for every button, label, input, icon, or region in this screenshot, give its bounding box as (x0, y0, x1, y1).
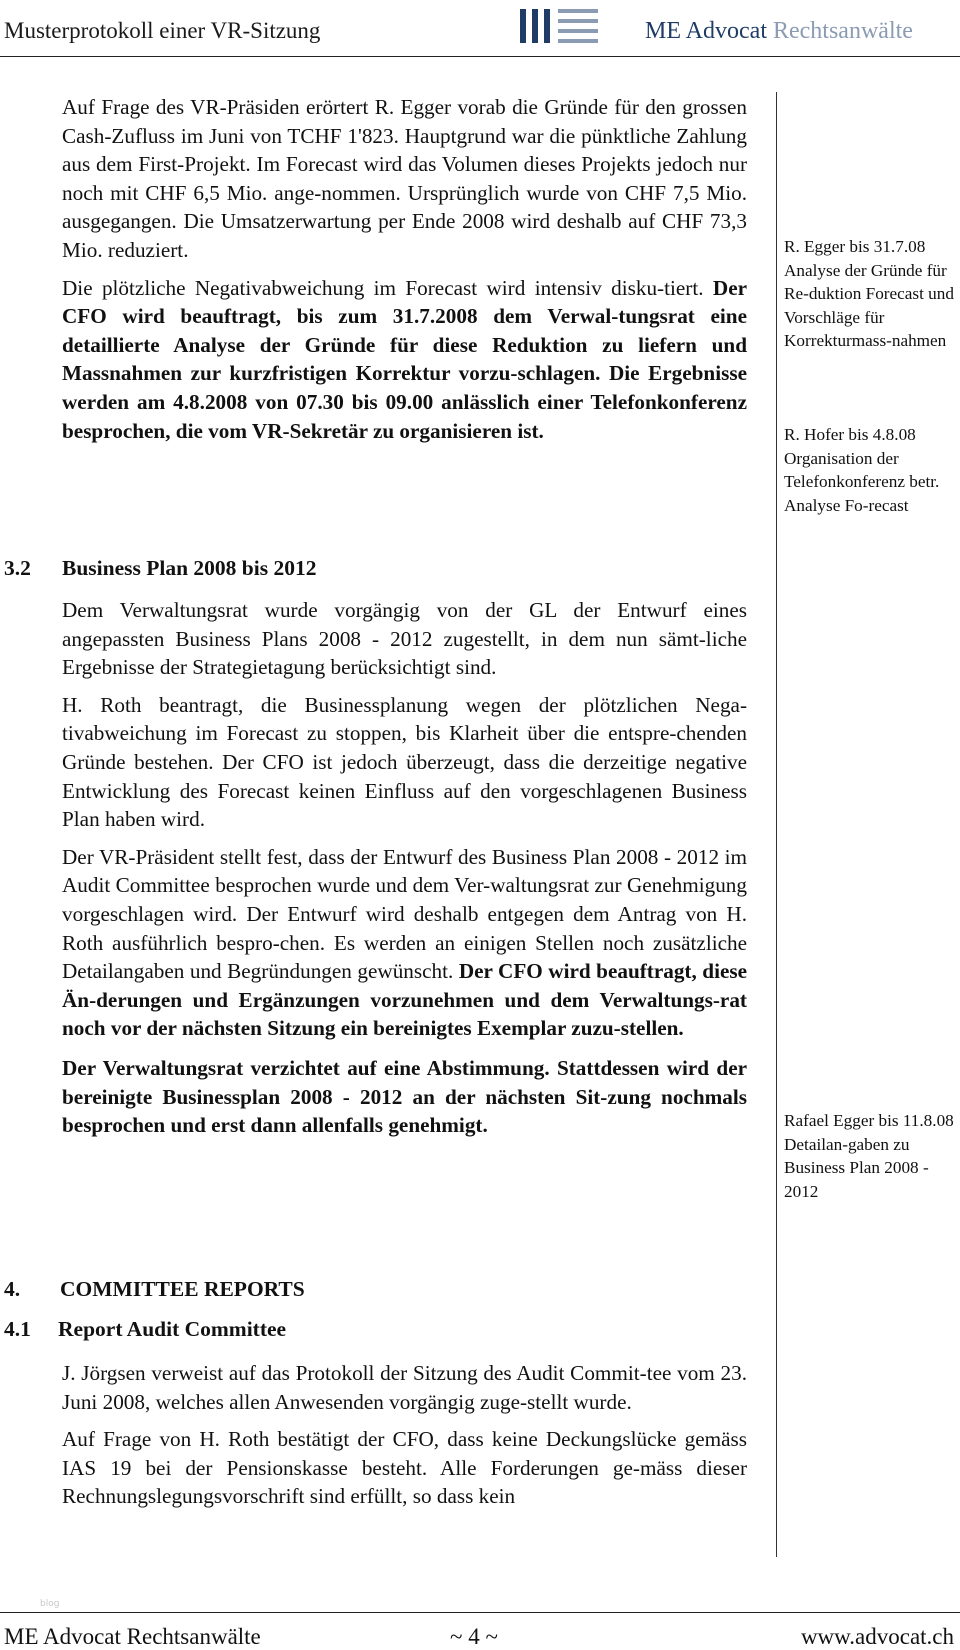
paragraph-bold: Der Verwaltungsrat verzichtet auf eine Abstimmung. Stattdessen wird der bereinigte Businessplan 2008 - 2012 an der nächsten Sit-zung nochmals besprochen und erst dann allenfalls genehmigt. (62, 1055, 747, 1138)
brand-name-suffix: Rechtsanwälte (772, 18, 913, 44)
action-note-text: Rafael Egger bis 11.8.08 Detailan-gaben zu Business Plan 2008 - 2012 (784, 1111, 954, 1201)
paragraph-normal: Die plötzliche Negativabweichung im Forecast wird intensiv disku-tiert. (62, 275, 704, 300)
paragraph: J. Jörgsen verweist auf das Protokoll der Sitzung des Audit Commit-tee vom 23. Juni 2008, welches allen Anwesenden vorgängig zuge-stellt wurde. (62, 1361, 747, 1414)
action-note-text: R. Hofer bis 4.8.08 Organisation der Telefonkonferenz betr. Analyse Fo-recast (784, 425, 940, 515)
paragraph: Auf Frage von H. Roth bestätigt der CFO, dass keine Deckungslücke gemäss IAS 19 bei der Pensionskasse besteht. Alle Forderungen ge-mäss dieser Rechnungslegungsvorschrift sind erfüllt, so dass kein (62, 1427, 747, 1509)
footer-website-link[interactable]: www.advocat.ch (800, 1624, 954, 1649)
section-number: 3.2 (4, 556, 31, 580)
section-title: COMMITTEE REPORTS (60, 1277, 305, 1301)
action-note (784, 423, 954, 517)
action-note (784, 1109, 954, 1203)
section-31-text (62, 93, 747, 445)
paragraph-normal: Der VR-Präsident stellt fest, dass der Entwurf des Business Plan 2008 - 2012 im Audit Committee besprochen wurde und dem Ver-waltungsrat zur Genehmigung vorgeschlagen wird. Der Entwurf wird deshalb entgegen dem Antrag von H. Roth ausführlich bespro-chen. Es werden an einigen Stellen noch zusätzliche Detailangaben und Begründungen gewünscht. (62, 844, 747, 984)
paragraph (62, 843, 747, 1043)
brand-name (645, 18, 913, 45)
footer-rule (0, 1612, 960, 1613)
watermark: blog (40, 1599, 60, 1609)
brand-name-main: ME Advocat (645, 18, 767, 44)
section-heading (4, 556, 704, 586)
section-heading (4, 1317, 704, 1347)
paragraph: Auf Frage des VR-Präsiden erörtert R. Egger vorab die Gründe für den grossen Cash-Zufluss im Juni von TCHF 1'823. Hauptgrund war die pünktliche Zahlung aus dem First-Projekt. Im Forecast wird das Volumen dieses Projekts jedoch nur noch mit CHF 6,5 Mio. ange-nommen. Ursprünglich wurde von CHF 7,5 Mio. ausgegangen. Die Umsatzerwartung per Ende 2008 wird deshalb auf CHF 73,3 Mio. reduziert. (62, 95, 747, 262)
section-32-text (62, 596, 747, 1140)
section-41-text (62, 1359, 747, 1511)
action-note-text: R. Egger bis 31.7.08 Analyse der Gründe für Re-duktion Forecast und Vorschläge für Korrekturmass-nahmen (784, 237, 954, 351)
paragraph: H. Roth beantragt, die Businessplanung wegen der plötzlichen Nega-tivabweichung im Forecast zu stoppen, bis Klarheit über die entspre-chenden Gründe bestehen. Der CFO ist jedoch überzeugt, dass die derzeitige negative Entwicklung des Forecast keinen Einfluss auf den vorgeschlagenen Business Plan haben wird. (62, 692, 747, 832)
section-title: Report Audit Committee (58, 1317, 287, 1341)
action-note (784, 235, 954, 353)
margin-column-divider (776, 92, 777, 1557)
footer-firm-name: ME Advocat Rechtsanwälte (4, 1624, 261, 1649)
paragraph: Dem Verwaltungsrat wurde vorgängig von der GL der Entwurf eines angepassten Business Plans 2008 - 2012 zugestellt, in dem nun sämt-liche Ergebnisse der Strategietagung berücksichtigt sind. (62, 598, 747, 680)
paragraph-bold: Der CFO wird beauftragt, diese Än-derungen und Ergänzungen vorzunehmen und dem Verwaltungs-rat noch vor der nächsten Sitzung ein bereinigtes Exemplar zuzu-stellen. (62, 959, 748, 1041)
firm-logo-icon (520, 6, 610, 46)
section-number: 4.1 (4, 1317, 31, 1341)
paragraph (62, 1054, 747, 1140)
document-title: Musterprotokoll einer VR-Sitzung (4, 18, 321, 43)
section-title: Business Plan 2008 bis 2012 (62, 556, 317, 580)
section-number: 4. (4, 1277, 21, 1301)
paragraph-bold: Der CFO wird beauftragt, bis zum 31.7.2008 dem Verwal-tungsrat eine detaillierte Analyse der Gründe für diese Reduktion zu liefern und Massnahmen zur kurzfristigen Korrektur vorzu-schlagen. Die Ergebnisse werden am 4.8.2008 von 07.30 bis 09.00 anlässlich einer Telefonkonferenz besprochen, die vom VR-Sekretär zu organisieren ist. (62, 275, 747, 443)
page-number: ~ 4 ~ (450, 1624, 498, 1649)
header-rule (0, 56, 960, 57)
section-heading (4, 1277, 704, 1307)
paragraph (62, 274, 747, 446)
